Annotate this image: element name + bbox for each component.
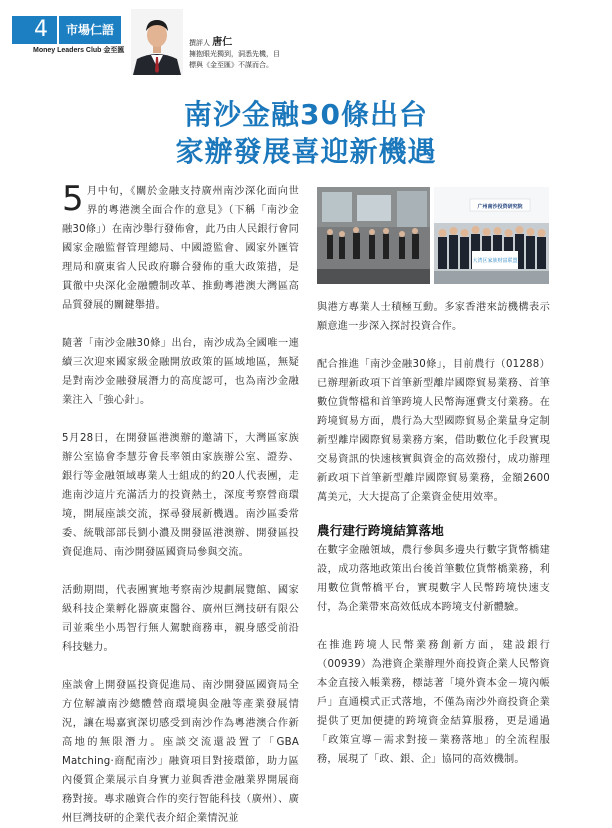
exhibition-hall-photo [317,187,430,284]
paragraph: 在推進跨境人民幣業務創新方面，建設銀行（00939）為港資企業辦理外商投資企業人民幣資本金直接入帳業務，標誌著「境外資本金－境內帳戶」直通模式正式落地，不僅為南沙外商投資企業提供了更加便捷的跨境資金結算服務，更是通過「政策宣導－需求對接－業務落地」的全流程服務，展現了「政、銀、企」協同的高效機制。 [317,640,550,765]
author-desc-2: 標與《金至匯》不謀而合。 [189,61,273,69]
author-label: 撰評人 [189,39,210,47]
subheading: 農行建行跨境結算落地 [317,523,445,538]
paragraph: 活動期間，代表團實地考察南沙規劃展覽館、國家級科技企業孵化器廣東醫谷、廣州巨灣技研有限公司並乘坐小馬智行無人駕駛商務車，親身感受前沿科技魅力。 [62,585,299,653]
author-name: 唐仁 [212,37,233,48]
author-portrait [131,9,183,75]
paragraph: 與港方專業人士積極互動。多家香港來訪機構表示願意進一步深入探討投資合作。 [317,302,550,332]
drop-cap: 5 [62,179,84,219]
section-label: 市場仁語 [59,16,121,44]
paragraph: 座談會上開發區投資促進局、南沙開發區國資局全方位解讀南沙總體營商環境與金融等產業發展情況，讓在場嘉賓深切感受到南沙作為粵港澳合作新高地的無限潛力。座談交流還設置了「GBA Matching·商配南沙」融資項目對接環節，助力區內優質企業展示自身實力並與香港金融業界開展商務對接。專求融資合作的奕行智能科技（廣州）、廣州巨灣技研的企業代表介紹企業情況並 [62,680,299,824]
author-byline [189,37,280,71]
article-column-right [317,298,550,769]
photo-banner: 大湾区家族财富联盟 [472,258,518,264]
paragraph: 在數字金融領域，農行參與多邊央行數字貨幣橋建設，成功落地政策出台後首筆數位貨幣橋業務，利用數位貨幣橋平台，實現數字人民幣跨境快速支付，為企業帶來高效低成本跨境支付新體驗。 [317,545,550,613]
title-line-1: 南沙金融30條出台 [184,98,428,131]
paragraph: 隨著「南沙金融30條」出台，南沙成為全國唯一連續三次迎來國家級金融開放政策的區域地區，無疑是對南沙金融發展潛力的高度認可，也為南沙金融業注入「強心針」。 [62,338,299,406]
paragraph [62,179,299,315]
article-column-left [62,179,299,828]
paragraph-text: 月中旬，《關於金融支持廣州南沙深化面向世界的粵港澳全面合作的意見》（下稱「南沙金融30條」）在南沙舉行發佈會，此乃由人民銀行會同國家金融監督管理總局、中國證監會、國家外匯管理局和廣東省人民政府聯合發佈的重大政策措，是貫徹中央深化金融體制改革、推動粵港澳大灣區高品質發展的關鍵舉措。 [62,186,299,311]
group-photo [434,187,549,284]
magazine-name: Money Leaders Club 金至匯 [33,47,125,54]
paragraph: 5月28日，在開發區港澳辦的邀請下，大灣區家族辦公室協會李慧芬會長率領由家族辦公室、證券、銀行等金融領域專業人士組成的約20人代表團，走進南沙這片充滿活力的投資熱土，深度考察營商環境，開展座談交流，探尋發展新機遇。南沙區委常委、統戰部部長劉小濃及開發區港澳辦、開發區投資促進局、南沙開發區國資局參與交流。 [62,433,299,558]
page-number: 4 [12,16,57,44]
photo-sign: 广州南沙投资研究院 [477,204,523,210]
paragraph: 配合推進「南沙金融30條」，目前農行（01288）已辦理新政項下首筆新型離岸國際貿易業務、首筆數位貨幣檔和首筆跨境人民幣海運費支付業務。在跨境貿易方面，農行為大型國際貿易企業量身定制新型離岸國際貿易業務方案，借助數位化手段實現交易資訊的快速核實與資金的高效撥付，成功辦理新政項下首筆新型離岸國際貿易業務，金額2600萬美元，大大提高了企業資金使用效率。 [317,359,550,503]
author-desc-1: 擁抱眼光獨到，洞悉先機，目 [189,50,280,58]
article-title [0,96,612,170]
title-line-2: 家辦發展喜迎新機遇 [175,135,437,168]
